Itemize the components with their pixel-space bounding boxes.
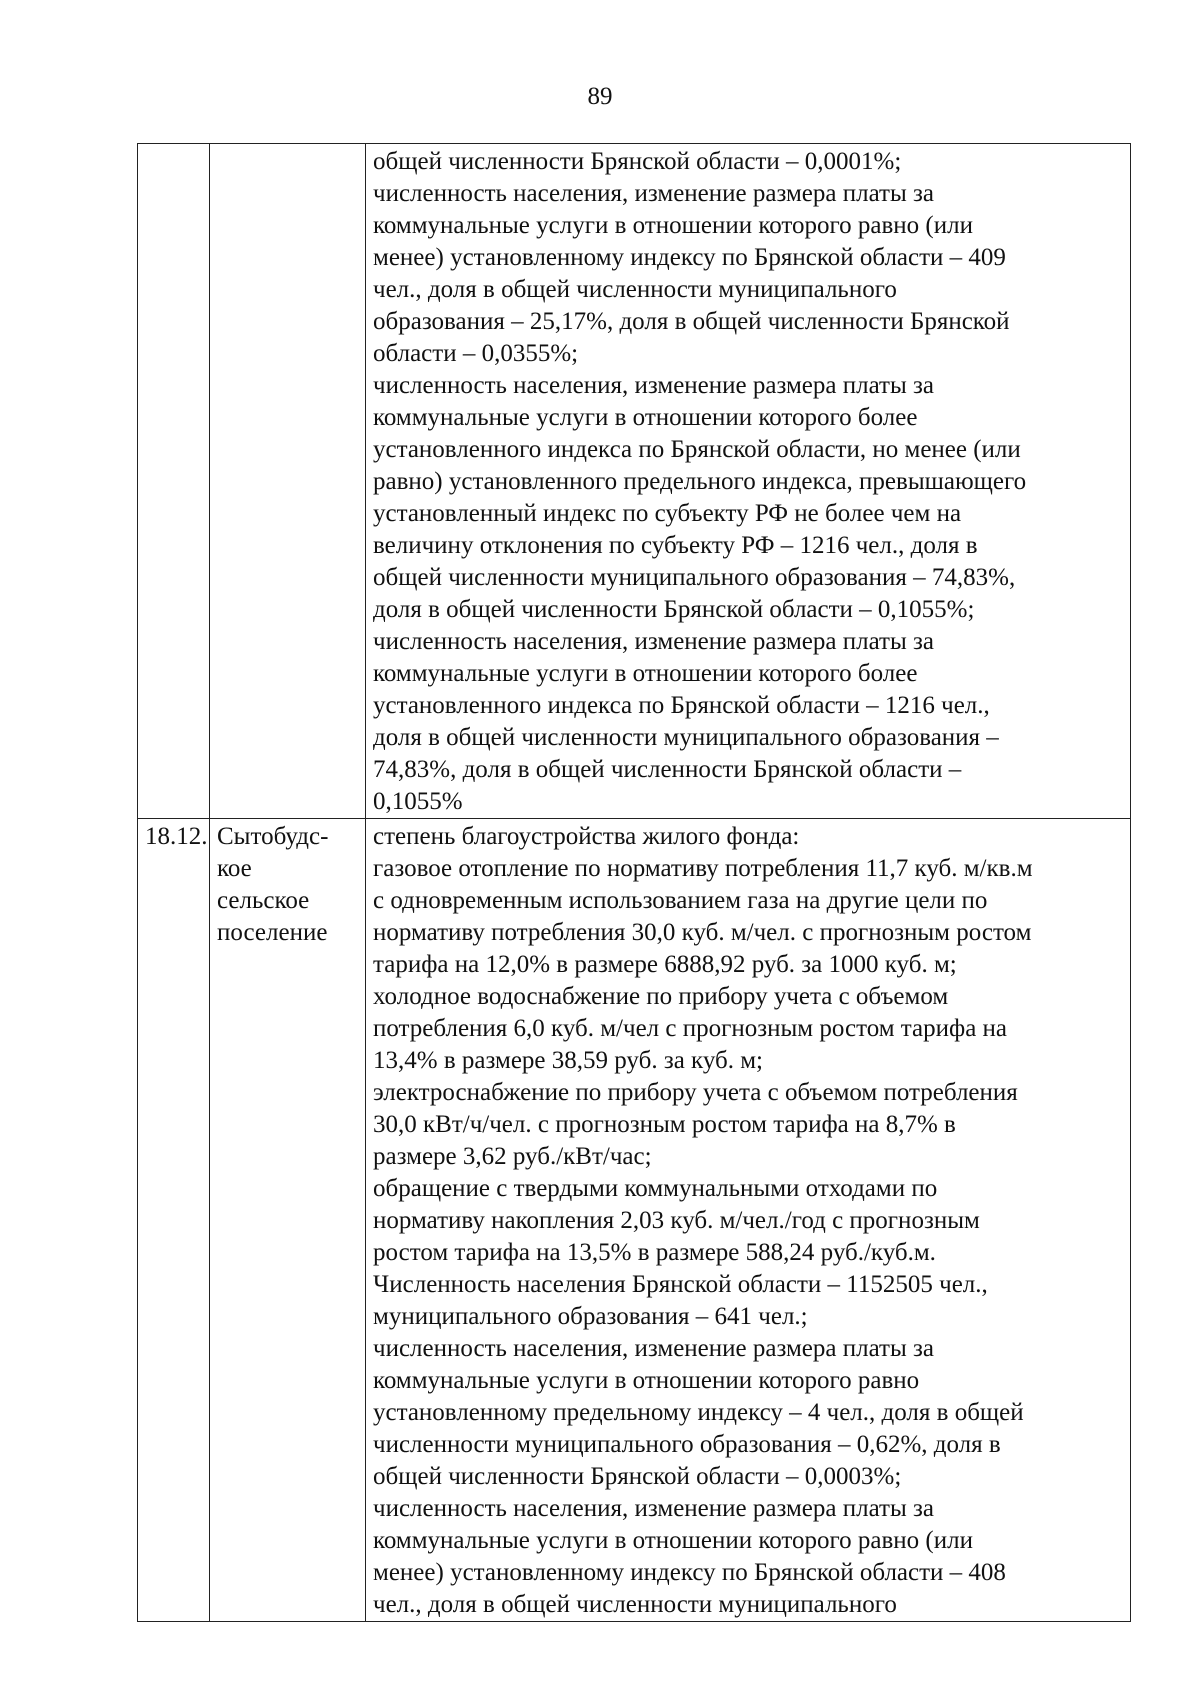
text-line: численности муниципального образования – 0,62%, доля в <box>373 1431 1001 1458</box>
municipality-name-cell <box>210 144 366 819</box>
text-line: степень благоустройства жилого фонда: <box>373 823 800 850</box>
text-line: потребления 6,0 куб. м/чел с прогнозным ростом тарифа на <box>373 1015 1008 1042</box>
text-line: образования – 25,17%, доля в общей численности Брянской <box>373 308 1010 335</box>
text-line: установленный индекс по субъекту РФ не более чем на <box>373 500 962 527</box>
text-line: холодное водоснабжение по прибору учета с объемом <box>373 983 949 1010</box>
text-line: численность населения, изменение размера платы за <box>373 628 934 655</box>
text-line: электроснабжение по прибору учета с объемом потребления <box>373 1079 1018 1106</box>
text-line: 30,0 кВт/ч/чел. с прогнозным ростом тарифа на 8,7% в <box>373 1111 956 1138</box>
text-line: установленного индекса по Брянской области, но менее (или <box>373 436 1021 463</box>
text-line: коммунальные услуги в отношении которого равно <box>373 1367 920 1394</box>
text-line: газовое отопление по нормативу потребления 11,7 куб. м/кв.м <box>373 855 1033 882</box>
text-line: чел., доля в общей численности муниципального <box>373 1591 897 1618</box>
text-line: обращение с твердыми коммунальными отходами по <box>373 1175 938 1202</box>
description-cell <box>366 144 1131 819</box>
text-line: нормативу потребления 30,0 куб. м/чел. с прогнозным ростом <box>373 919 1032 946</box>
text-line: численность населения, изменение размера платы за <box>373 180 934 207</box>
text-line: равно) установленного предельного индекса, превышающего <box>373 468 1027 495</box>
name-line: кое <box>217 855 252 882</box>
text-line: численность населения, изменение размера платы за <box>373 1495 934 1522</box>
name-line: сельское <box>217 887 310 914</box>
table-row <box>138 144 1131 819</box>
text-line: общей численности Брянской области – 0,0003%; <box>373 1463 902 1490</box>
text-line: 74,83%, доля в общей численности Брянской области – <box>373 756 962 783</box>
text-line: доля в общей численности Брянской области – 0,1055%; <box>373 596 975 623</box>
row-number-cell <box>138 144 210 819</box>
text-line: установленного индекса по Брянской области – 1216 чел., <box>373 692 990 719</box>
text-line: общей численности Брянской области – 0,0001%; <box>373 148 902 175</box>
text-line: размере 3,62 руб./кВт/час; <box>373 1143 652 1170</box>
municipality-name-cell <box>210 819 366 1622</box>
text-line: с одновременным использованием газа на другие цели по <box>373 887 988 914</box>
text-line: коммунальные услуги в отношении которого более <box>373 404 918 431</box>
document-table <box>137 143 1131 1622</box>
text-line: муниципального образования – 641 чел.; <box>373 1303 808 1330</box>
text-line: коммунальные услуги в отношении которого более <box>373 660 918 687</box>
text-line: Численность населения Брянской области – 1152505 чел., <box>373 1271 988 1298</box>
text-line: чел., доля в общей численности муниципального <box>373 276 897 303</box>
text-line: коммунальные услуги в отношении которого равно (или <box>373 212 973 239</box>
row-number-cell: 18.12. <box>138 819 210 1622</box>
text-line: численность населения, изменение размера платы за <box>373 372 934 399</box>
text-line: ростом тарифа на 13,5% в размере 588,24 руб./куб.м. <box>373 1239 936 1266</box>
text-line: менее) установленному индексу по Брянской области – 408 <box>373 1559 1006 1586</box>
text-line: менее) установленному индексу по Брянской области – 409 <box>373 244 1006 271</box>
text-line: области – 0,0355%; <box>373 340 579 367</box>
page-number: 89 <box>587 83 613 110</box>
text-line: 0,1055% <box>373 788 463 815</box>
text-line: величину отклонения по субъекту РФ – 1216 чел., доля в <box>373 532 978 559</box>
text-line: тарифа на 12,0% в размере 6888,92 руб. за 1000 куб. м; <box>373 951 957 978</box>
text-line: численность населения, изменение размера платы за <box>373 1335 934 1362</box>
text-line: установленному предельному индексу – 4 чел., доля в общей <box>373 1399 1024 1426</box>
description-cell <box>366 819 1131 1622</box>
text-line: 13,4% в размере 38,59 руб. за куб. м; <box>373 1047 763 1074</box>
name-line: поселение <box>217 919 328 946</box>
text-line: доля в общей численности муниципального образования – <box>373 724 999 751</box>
table-row <box>138 819 1131 1622</box>
text-line: нормативу накопления 2,03 куб. м/чел./год с прогнозным <box>373 1207 980 1234</box>
text-line: общей численности муниципального образования – 74,83%, <box>373 564 1016 591</box>
name-line: Сытобудс- <box>217 823 329 850</box>
text-line: коммунальные услуги в отношении которого равно (или <box>373 1527 973 1554</box>
